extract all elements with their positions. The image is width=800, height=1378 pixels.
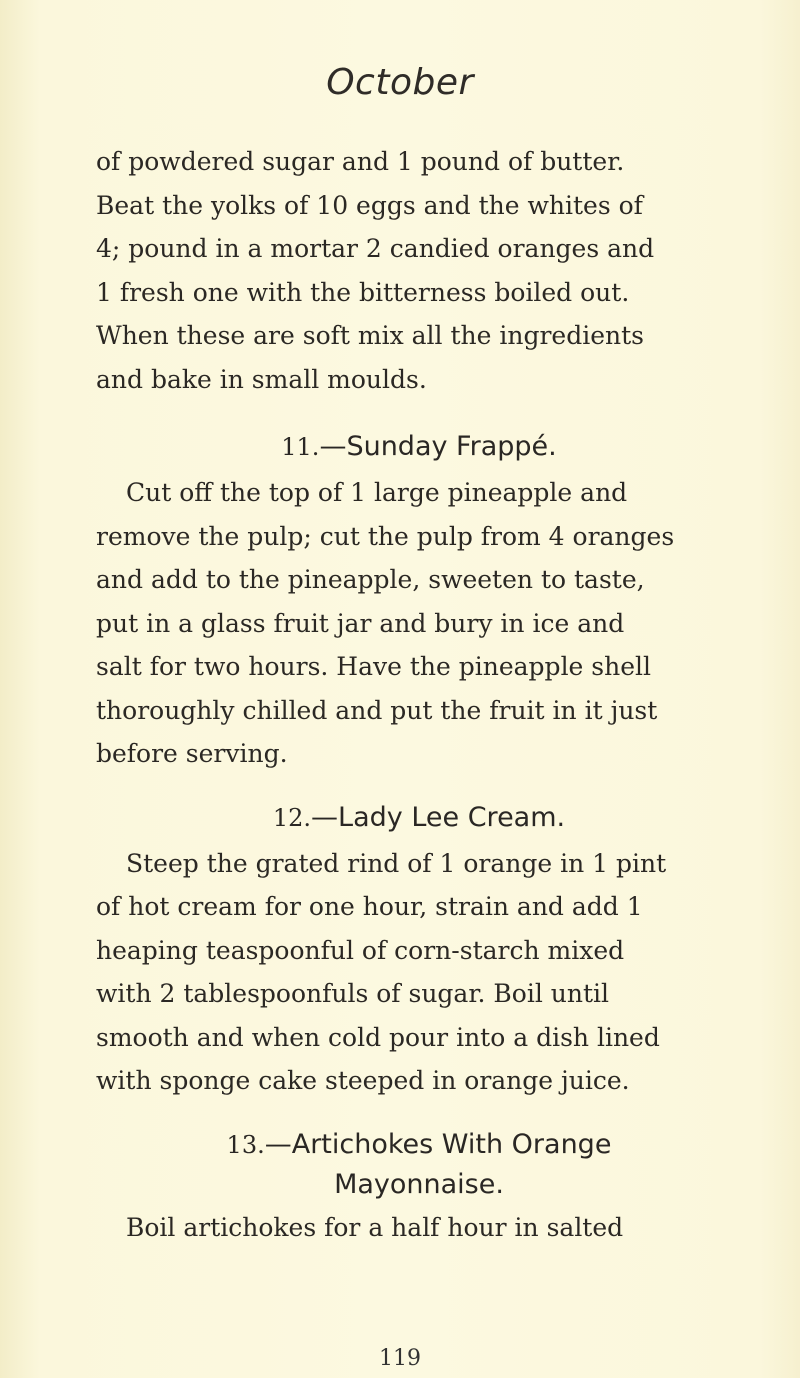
text-line: with 2 tablespoonfuls of sugar. Boil until — [96, 979, 610, 1008]
text-line: of powdered sugar and 1 pound of butter. — [96, 147, 625, 176]
text-line: 4; pound in a mortar 2 candied oranges and — [96, 234, 655, 263]
recipe-name: —Sunday Frappé. — [319, 431, 557, 462]
text-line: remove the pulp; cut the pulp from 4 oranges — [96, 521, 675, 551]
text-line: Boil artichokes for a half hour in salted — [126, 1212, 624, 1242]
recipe-title-artichokes — [96, 1125, 742, 1205]
text-line: Cut off the top of 1 large pineapple and — [126, 478, 628, 507]
recipe-number: 11. — [281, 433, 320, 461]
page-body — [96, 140, 742, 1247]
intro-paragraph — [96, 140, 742, 401]
recipe-title-lady-lee-cream — [96, 798, 742, 838]
text-line: smooth and when cold pour into a dish lined — [96, 1022, 660, 1052]
recipe-body-lady-lee-cream — [96, 842, 742, 1103]
recipe-title-sunday-frappe — [96, 427, 742, 467]
text-line: When these are soft mix all the ingredients — [96, 321, 644, 350]
text-line: with sponge cake steeped in orange juice. — [96, 1066, 630, 1095]
text-line: put in a glass fruit jar and bury in ice and — [96, 608, 625, 638]
recipe-body-sunday-frappe — [96, 471, 742, 776]
text-line: Steep the grated rind of 1 orange in 1 pint — [126, 848, 667, 878]
recipe-number: 12. — [272, 803, 312, 832]
recipe-number: 13. — [226, 1130, 265, 1159]
page-number: 119 — [379, 1346, 421, 1371]
recipe-name-continued: Mayonnaise. — [334, 1168, 504, 1200]
text-line: 1 fresh one with the bitterness boiled out. — [96, 277, 630, 307]
text-line: salt for two hours. Have the pineapple shell — [96, 652, 652, 681]
text-line: thoroughly chilled and put the fruit in it just — [96, 695, 658, 725]
text-line: and add to the pineapple, sweeten to taste, — [96, 565, 645, 594]
text-line: of hot cream for one hour, strain and add 1 — [96, 892, 643, 921]
page-header: October — [326, 62, 474, 103]
recipe-name: —Lady Lee Cream. — [311, 801, 566, 833]
text-line: Beat the yolks of 10 eggs and the whites of — [96, 190, 643, 220]
text-line: and bake in small moulds. — [96, 364, 427, 394]
text-line: heaping teaspoonful of corn-starch mixed — [96, 935, 625, 965]
recipe-name: —Artichokes With Orange — [264, 1128, 612, 1160]
text-line: before serving. — [96, 739, 288, 768]
recipe-body-artichokes — [96, 1209, 742, 1247]
